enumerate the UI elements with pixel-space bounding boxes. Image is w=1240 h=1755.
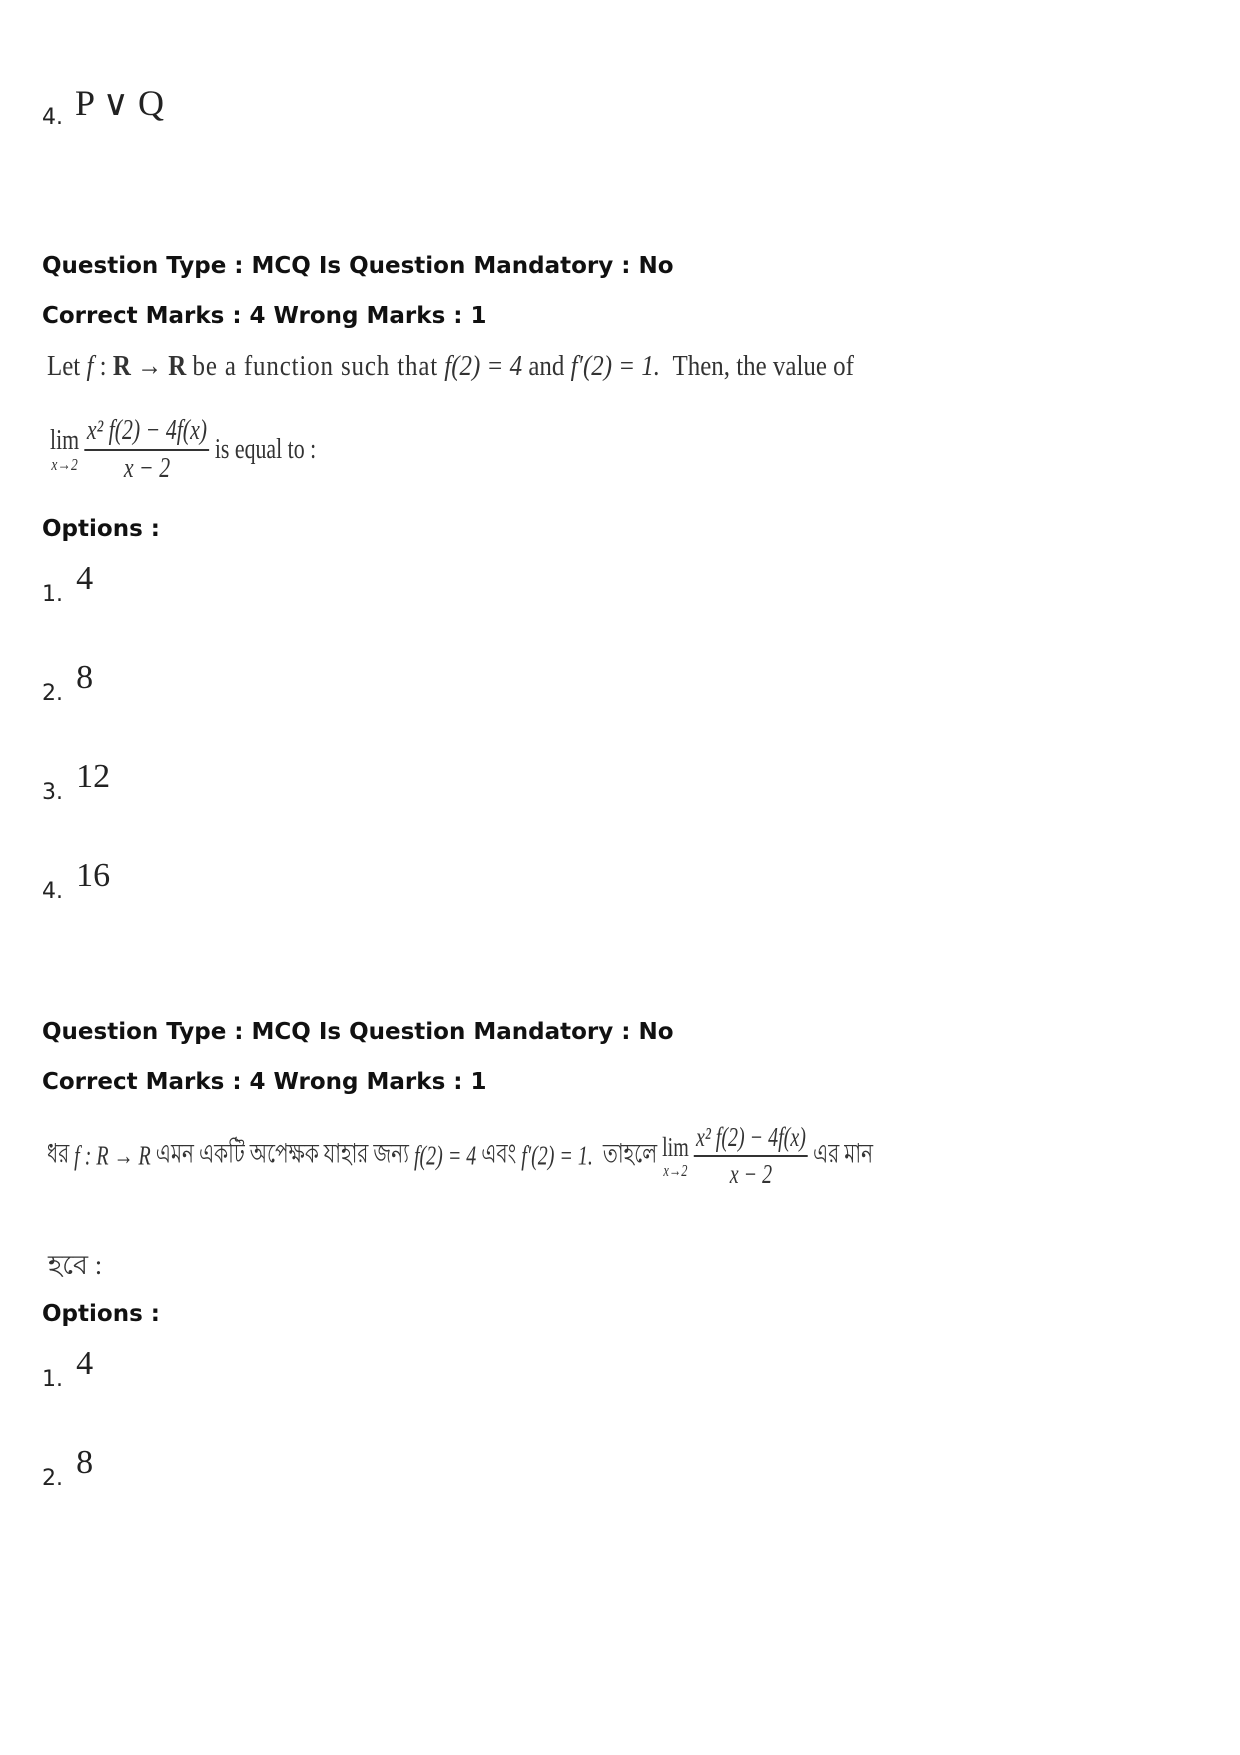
question-type-line: Question Type : MCQ Is Question Mandatory : No xyxy=(42,253,674,279)
option-item[interactable] xyxy=(42,659,94,706)
option-item[interactable] xyxy=(42,857,111,904)
options-label: Options : xyxy=(42,516,160,542)
option-value: 8 xyxy=(76,1444,94,1481)
question-stem-line-2: হবে : xyxy=(48,1250,103,1280)
option-value: 4 xyxy=(76,1345,94,1382)
option-value: 16 xyxy=(76,857,111,894)
option-number: 2. xyxy=(42,1466,63,1491)
option-item[interactable] xyxy=(42,1345,94,1392)
option-number: 1. xyxy=(42,1367,63,1392)
marks-line: Correct Marks : 4 Wrong Marks : 1 xyxy=(42,303,487,329)
option-item[interactable] xyxy=(42,758,111,805)
option-item[interactable] xyxy=(42,1444,94,1491)
question-type-line: Question Type : MCQ Is Question Mandatory : No xyxy=(42,1019,674,1045)
option-number: 3. xyxy=(42,780,63,805)
option-value: 4 xyxy=(76,560,94,597)
limit-fraction: $\frac{\text{x² f(2) − 4f(x)}}{x - 2}$ xyxy=(694,1122,808,1190)
option-item[interactable] xyxy=(42,560,94,607)
option-value: P ∨ Q xyxy=(75,83,165,123)
option-number: 1. xyxy=(42,582,63,607)
question-stem-line-2: lim x→2 $\frac{\text{x² f(2) − 4f(x)}}{x - 2}$ is equal to : xyxy=(50,415,317,484)
option-number: 4. xyxy=(42,879,63,904)
question-stem-line-1: Let f : R → R be a function such that f(2) = 4 and f′(2) = 1. Then, the value of xyxy=(47,350,854,382)
option-number: 2. xyxy=(42,681,63,706)
limit-operator: lim x→2 xyxy=(662,1131,689,1180)
question-stem-line-1: ধর f : R → R এমন একটি অপেক্ষক যাহার জন্য f(2) = 4 এবং f′(2) = 1. তাহলে lim x→2 $\frac{\text{x² f(2) − 4f(x)}}{x - 2}$ এর মান xyxy=(47,1122,874,1189)
limit-operator: lim x→2 xyxy=(50,425,80,474)
option-value: 8 xyxy=(76,659,94,696)
option-value: 12 xyxy=(76,758,111,795)
options-label: Options : xyxy=(42,1301,160,1327)
limit-fraction: $\frac{\text{x² f(2) − 4f(x)}}{x - 2}$ xyxy=(85,415,210,485)
option-number: 4. xyxy=(42,105,63,130)
marks-line: Correct Marks : 4 Wrong Marks : 1 xyxy=(42,1069,487,1095)
